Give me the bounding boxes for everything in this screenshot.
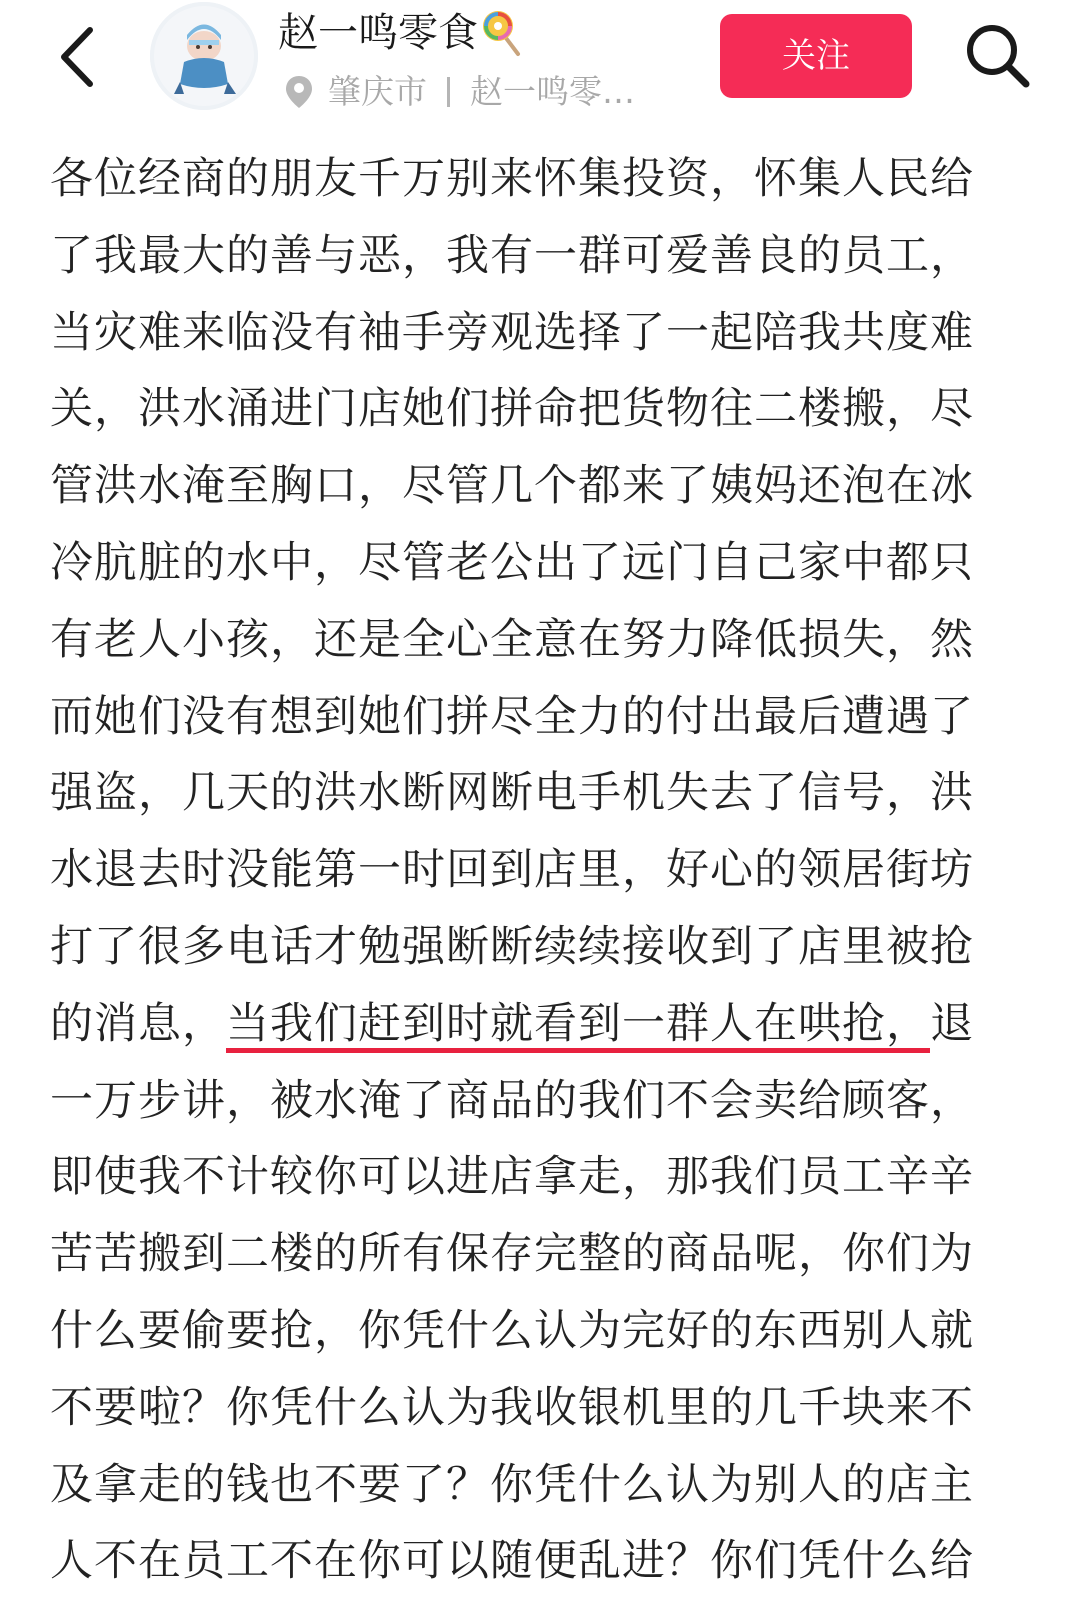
meta-divider	[447, 77, 450, 107]
chevron-left-icon	[50, 22, 110, 92]
post-line: 而她们没有想到她们拼尽全力的付出最后遭遇了	[50, 691, 974, 742]
user-name-row[interactable]	[278, 8, 526, 58]
back-button[interactable]	[50, 22, 110, 92]
post-text-segment: 退	[930, 998, 974, 1049]
lollipop-icon	[480, 8, 526, 58]
post-line: 水退去时没能第一时回到店里，好心的领居街坊	[50, 845, 974, 896]
post-line: 强盗，几天的洪水断网断电手机失去了信号，洪	[50, 768, 974, 819]
post-line: 一万步讲，被水淹了商品的我们不会卖给顾客，	[50, 1075, 974, 1126]
post-line: 苦苦搬到二楼的所有保存完整的商品呢，你们为	[50, 1229, 974, 1280]
post-line: 什么要偷要抢，你凭什么认为完好的东西别人就	[50, 1305, 974, 1356]
post-line: 各位经商的朋友千万别来怀集投资，怀集人民给	[50, 154, 974, 204]
location-pin-icon	[284, 74, 314, 110]
avatar-image	[150, 2, 258, 110]
post-line: 关，洪水涌进门店她们拼命把货物往二楼搬，尽	[50, 384, 974, 435]
post-line: 冷肮脏的水中，尽管老公出了远门自己家中都只	[50, 537, 974, 588]
post-header	[0, 0, 1080, 130]
post-line: 即使我不计较你可以进店拿走，那我们员工辛辛	[50, 1152, 974, 1203]
post-line: 当灾难来临没有袖手旁观选择了一起陪我共度难	[50, 307, 974, 358]
shop-name: 赵一鸣零…	[470, 72, 635, 111]
post-line-highlighted	[50, 986, 1010, 1063]
post-content	[50, 141, 1010, 1600]
post-line: 了我最大的善与恶，我有一群可爱善良的员工，	[50, 230, 974, 281]
post-line: 不要啦？你凭什么认为我收银机里的几千块来不	[50, 1382, 974, 1433]
location-row[interactable]	[284, 70, 635, 114]
post-line: 有老人小孩，还是全心全意在努力降低损失，然	[50, 614, 974, 665]
search-button[interactable]	[958, 16, 1038, 96]
post-line: 人不在员工不在你可以随便乱进？你们凭什么给	[50, 1536, 974, 1587]
avatar[interactable]	[150, 2, 258, 110]
underlined-text: 当我们赶到时就看到一群人在哄抢，	[226, 998, 930, 1049]
location-text: 肇庆市	[328, 72, 427, 111]
user-name: 赵一鸣零食	[278, 10, 478, 56]
post-line: 管洪水淹至胸口，尽管几个都来了姨妈还泡在冰	[50, 461, 974, 512]
search-icon	[958, 16, 1038, 96]
post-text-segment: 的消息，	[50, 998, 226, 1049]
follow-button[interactable]: 关注	[720, 14, 912, 98]
post-line: 打了很多电话才勉强断断续续接收到了店里被抢	[50, 921, 974, 972]
post-line: 及拿走的钱也不要了？你凭什么认为别人的店主	[50, 1459, 974, 1510]
